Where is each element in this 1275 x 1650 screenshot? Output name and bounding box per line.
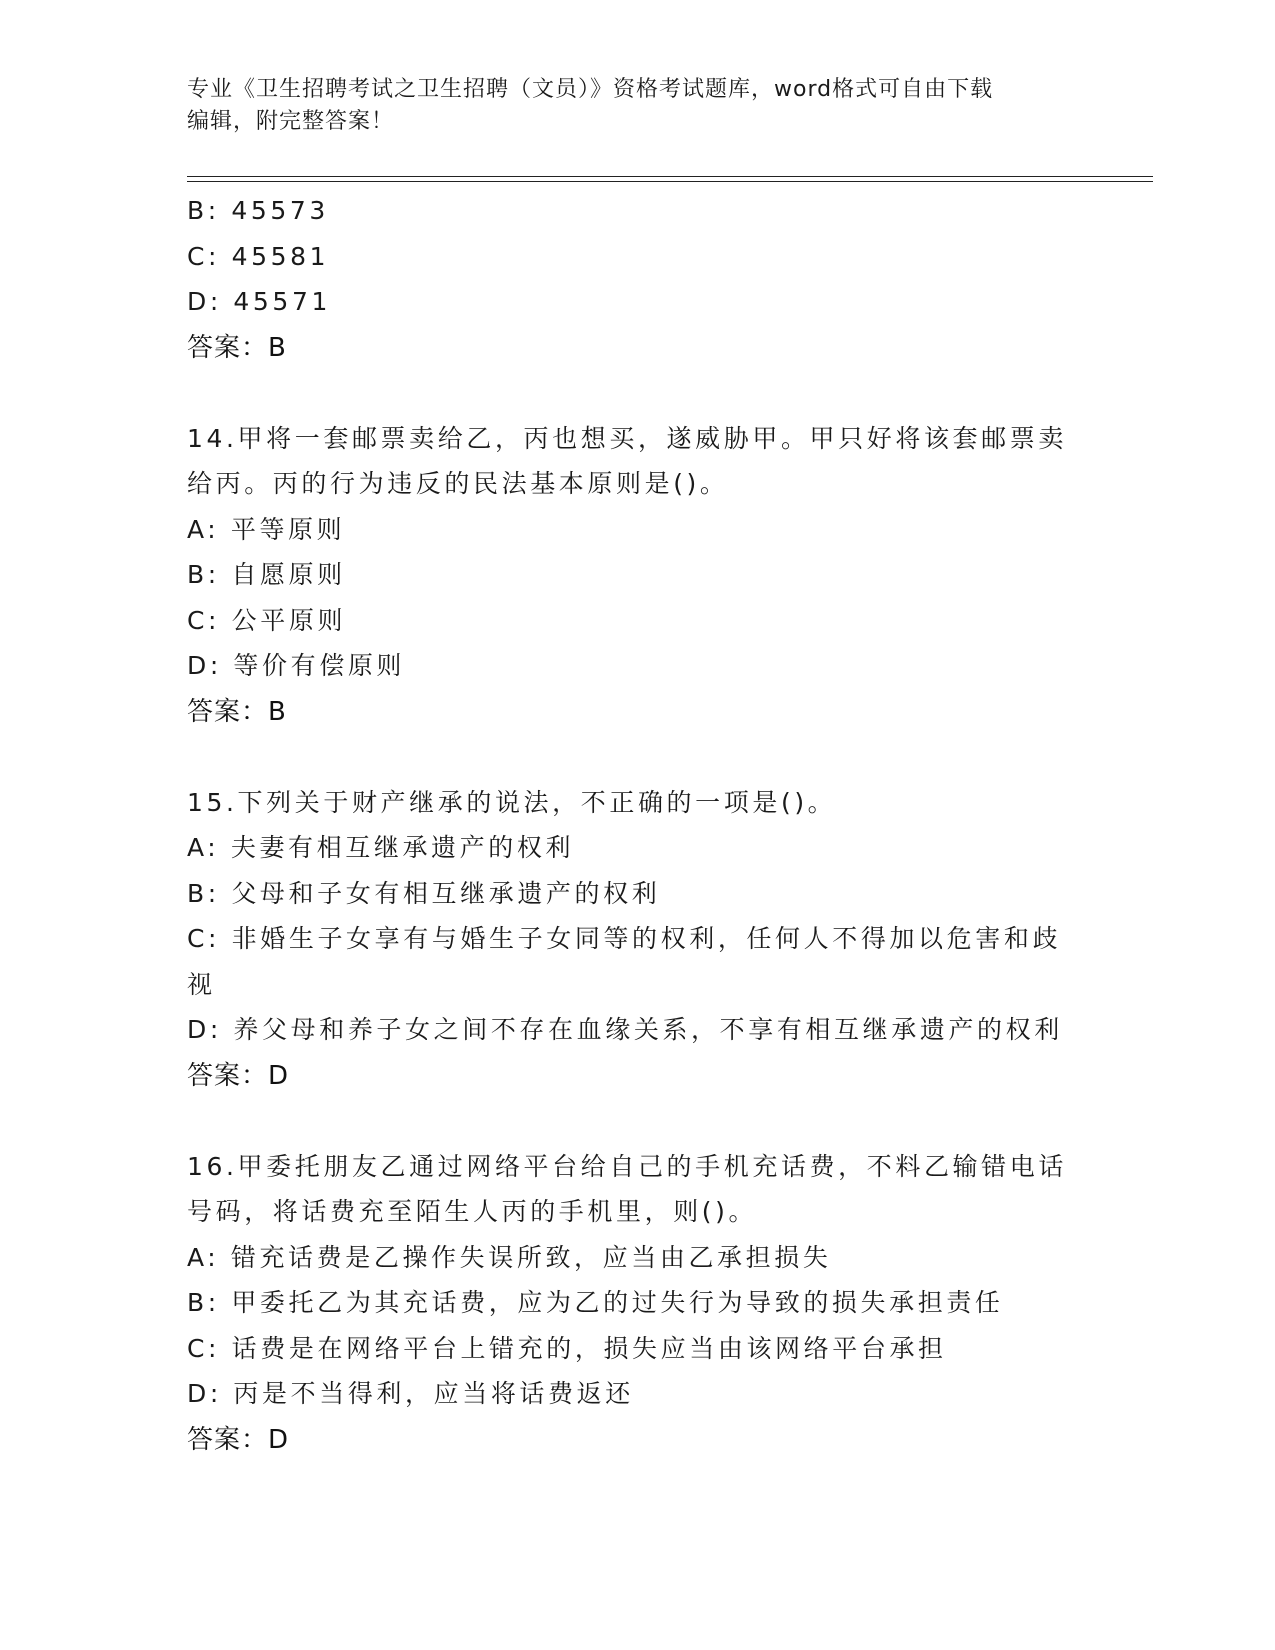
option-b: B: 父母和子女有相互继承遗产的权利 [187,878,661,908]
answer-line: 答案：B [187,332,287,363]
question-15 [187,780,1087,1099]
question-title-line-2: 号码，将话费充至陌生人丙的手机里，则()。 [187,1197,758,1226]
question-title-line-1: 15.下列关于财产继承的说法，不正确的一项是()。 [187,787,837,817]
question-13-continued [187,188,1087,371]
question-content [187,188,1087,1463]
option-a: A: 错充话费是乙操作失误所致，应当由乙承担损失 [187,1242,832,1272]
option-c: C: 话费是在网络平台上错充的，损失应当由该网络平台承担 [187,1333,947,1363]
answer-line: 答案：B [187,696,287,727]
option-c: C: 公平原则 [187,605,347,635]
option-b: B: 45573 [187,196,329,225]
answer-line: 答案：D [187,1060,290,1091]
option-c: C: 非婚生子女享有与婚生子女同等的权利，任何人不得加以危害和歧 [187,924,1062,953]
question-16 [187,1144,1087,1463]
option-a: A: 平等原则 [187,514,346,544]
header-line-2: 编辑，附完整答案！ [187,109,395,134]
answer-line: 答案：D [187,1424,290,1455]
question-14 [187,416,1087,735]
header-line-1: 专业《卫生招聘考试之卫生招聘（文员）》资格考试题库，word格式可自由下载 [187,77,994,102]
option-d: D: 养父母和养子女之间不存在血缘关系，不享有相互继承遗产的权利 [187,1015,1063,1044]
option-d: D: 丙是不当得利，应当将话费返还 [187,1379,634,1408]
option-d: D: 等价有偿原则 [187,651,406,680]
question-title-line-1: 14.甲将一套邮票卖给乙，丙也想买，遂威胁甲。甲只好将该套邮票卖 [187,423,1067,453]
option-b: B: 自愿原则 [187,560,346,589]
option-a: A: 夫妻有相互继承遗产的权利 [187,833,575,862]
option-b: B: 甲委托乙为其充话费，应为乙的过失行为导致的损失承担责任 [187,1288,1004,1317]
question-title-line-1: 16.甲委托朋友乙通过网络平台给自己的手机充话费，不料乙输错电话 [187,1151,1067,1181]
question-title-line-2: 给丙。丙的行为违反的民法基本原则是()。 [187,469,729,498]
option-c-continuation: 视 [187,969,216,999]
document-header [187,74,1087,138]
option-d: D: 45571 [187,287,331,316]
header-divider [187,176,1153,182]
option-c: C: 45581 [187,241,330,271]
